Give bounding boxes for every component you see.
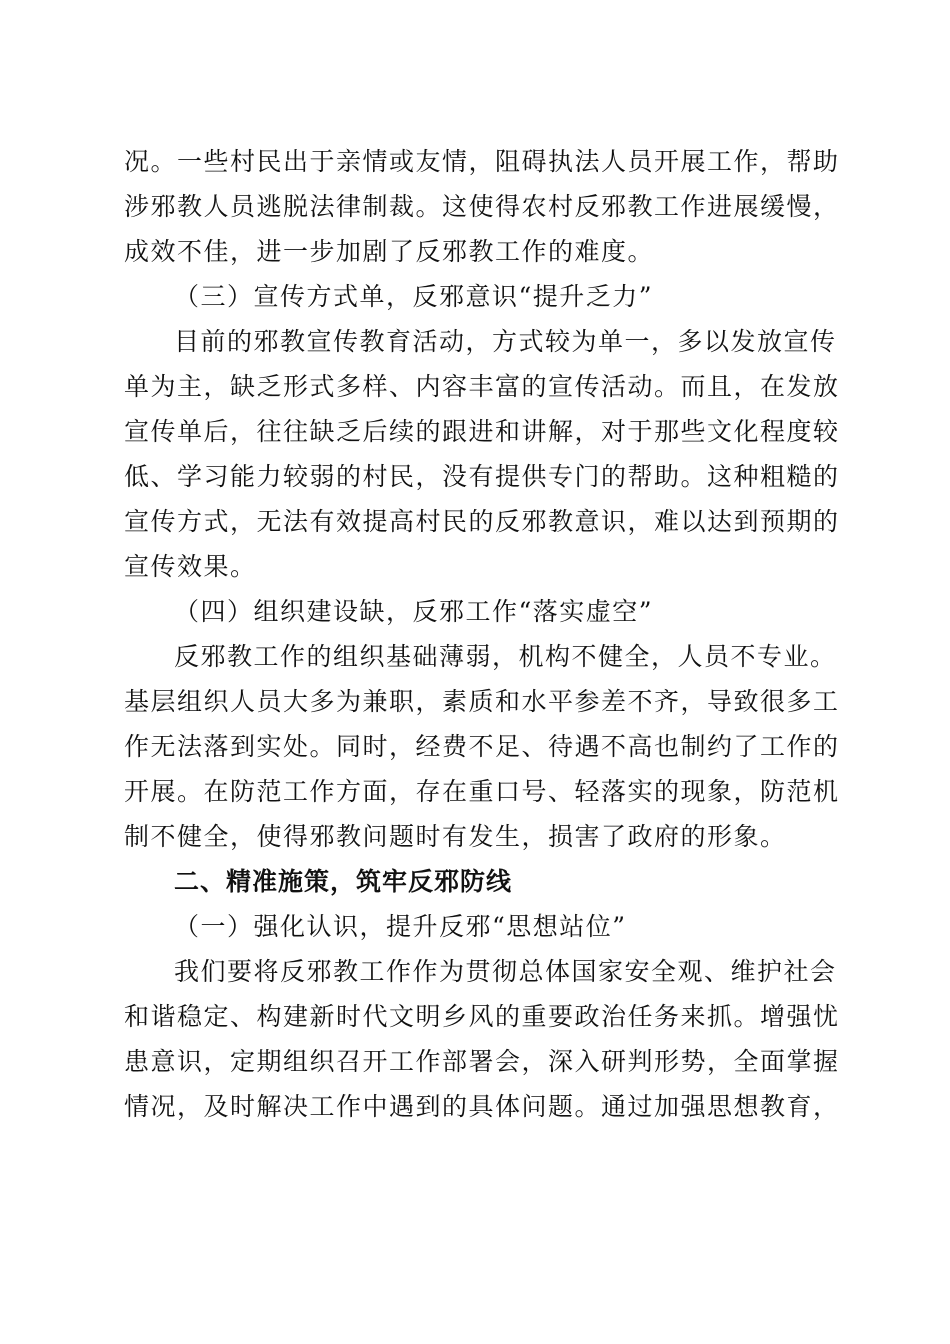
- paragraph-line: 宣传单后，往往缺乏后续的跟进和讲解，对于那些文化程度较: [124, 417, 840, 446]
- paragraph-line: 目前的邪教宣传教育活动，方式较为单一，多以发放宣传: [174, 327, 837, 356]
- paragraph-line: 制不健全，使得邪教问题时有发生，损害了政府的形象。: [124, 822, 787, 851]
- paragraph-line: 涉邪教人员逃脱法律制裁。这使得农村反邪教工作进展缓慢，: [124, 192, 840, 221]
- section-heading: （四）组织建设缺，反邪工作“落实虚空”: [174, 597, 654, 626]
- paragraph-line: 患意识，定期组织召开工作部署会，深入研判形势，全面掌握: [124, 1047, 840, 1076]
- paragraph-line: 单为主，缺乏形式多样、内容丰富的宣传活动。而且，在发放: [124, 372, 840, 401]
- paragraph-line: 和谐稳定、构建新时代文明乡风的重要政治任务来抓。增强忧: [124, 1002, 840, 1031]
- paragraph-line: 情况，及时解决工作中遇到的具体问题。通过加强思想教育，: [124, 1092, 840, 1121]
- paragraph-line: 我们要将反邪教工作作为贯彻总体国家安全观、维护社会: [174, 957, 837, 986]
- paragraph-line: 宣传效果。: [124, 552, 257, 581]
- section-heading: （一）强化认识，提升反邪“思想站位”: [174, 912, 627, 941]
- section-heading: （三）宣传方式单，反邪意识“提升乏力”: [174, 282, 654, 311]
- paragraph-line: 成效不佳，进一步加剧了反邪教工作的难度。: [124, 237, 655, 266]
- paragraph-line: 开展。在防范工作方面，存在重口号、轻落实的现象，防范机: [124, 777, 840, 806]
- paragraph-line: 基层组织人员大多为兼职，素质和水平参差不齐，导致很多工: [124, 687, 840, 716]
- paragraph-line: 宣传方式，无法有效提高村民的反邪教意识，难以达到预期的: [124, 507, 840, 536]
- paragraph-line: 况。一些村民出于亲情或友情，阻碍执法人员开展工作，帮助: [124, 147, 840, 176]
- paragraph-line: 反邪教工作的组织基础薄弱，机构不健全，人员不专业。: [174, 642, 837, 671]
- paragraph-line: 作无法落到实处。同时，经费不足、待遇不高也制约了工作的: [124, 732, 840, 761]
- paragraph-line: 低、学习能力较弱的村民，没有提供专门的帮助。这种粗糙的: [124, 462, 840, 491]
- chapter-heading: 二、精准施策，筑牢反邪防线: [174, 867, 513, 896]
